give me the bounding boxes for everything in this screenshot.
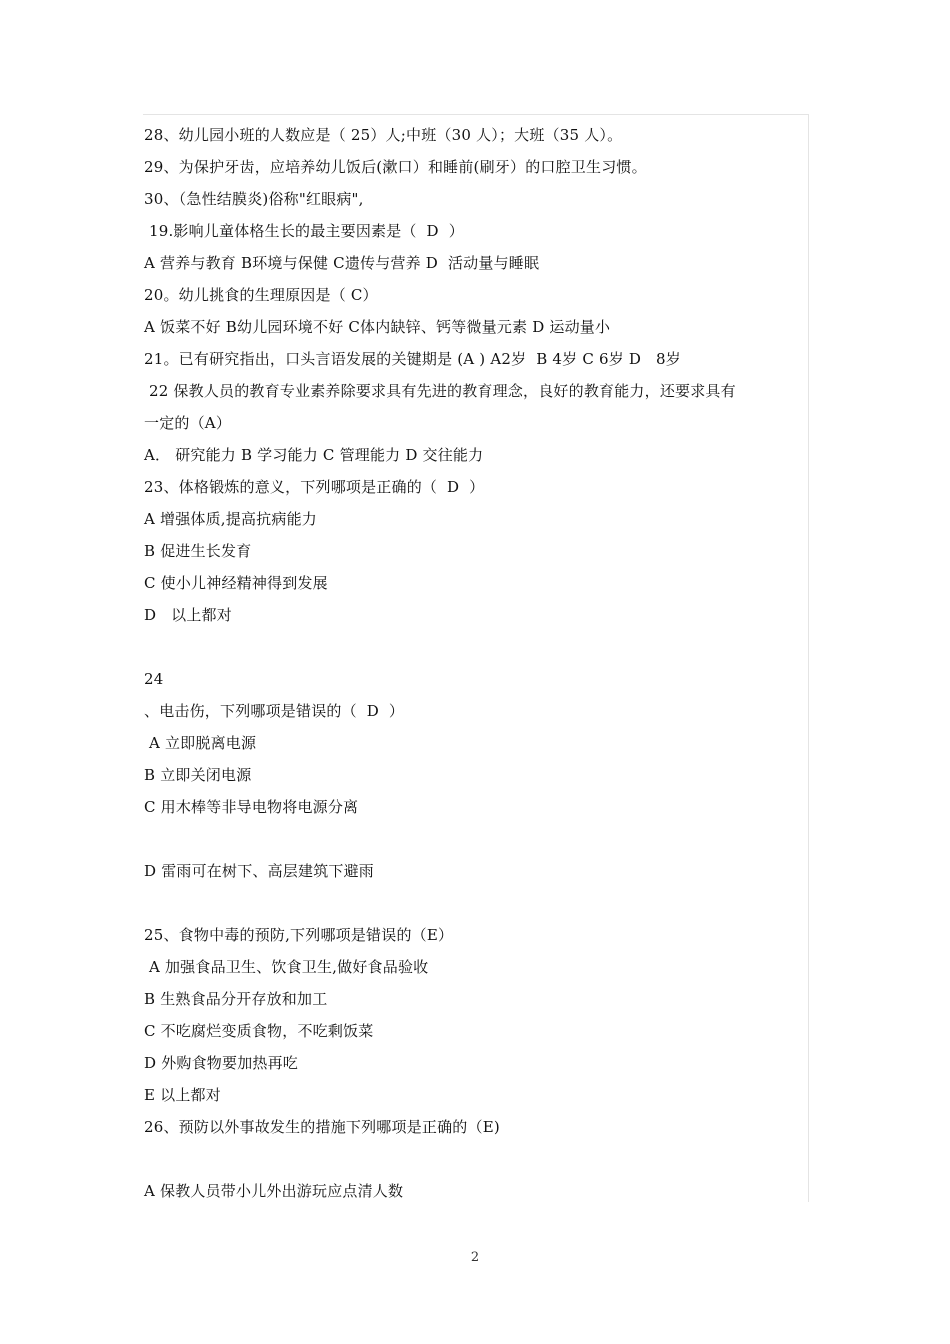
text-line: 24 [144, 670, 164, 688]
text-line: A 加强食品卫生、饮食卫生,做好食品验收 [144, 958, 429, 976]
page-frame-top-border [143, 114, 809, 115]
text-line: 22 保教人员的教育专业素养除要求具有先进的教育理念，良好的教育能力，还要求具有 [144, 382, 736, 400]
text-line: B 立即关闭电源 [144, 766, 252, 784]
text-line: 23、体格锻炼的意义，下列哪项是正确的（ D ） [144, 478, 485, 496]
text-line: D 以上都对 [144, 606, 232, 624]
text-line: D 雷雨可在树下、高层建筑下避雨 [144, 862, 374, 880]
text-line: B 促进生长发育 [144, 542, 252, 560]
page-frame-right-border [808, 114, 809, 1202]
page-number: 2 [470, 1250, 480, 1265]
text-line: A 保教人员带小儿外出游玩应点清人数 [144, 1182, 404, 1200]
text-line: 20。幼儿挑食的生理原因是（ C） [144, 286, 378, 304]
text-line: A 营养与教育 B环境与保健 C遗传与营养 D 活动量与睡眠 [144, 254, 540, 272]
text-line: A 饭菜不好 B幼儿园环境不好 C体内缺锌、钙等微量元素 D 运动量小 [144, 318, 611, 336]
text-line: E 以上都对 [144, 1086, 221, 1104]
text-line: 26、预防以外事故发生的措施下列哪项是正确的（E) [144, 1118, 500, 1136]
text-line: D 外购食物要加热再吃 [144, 1054, 298, 1072]
text-line: 21。已有研究指出，口头言语发展的关键期是 (A ) A2岁 B 4岁 C 6岁 D 8岁 [144, 350, 681, 368]
text-line: A． 研究能力 B 学习能力 C 管理能力 D 交往能力 [144, 446, 484, 464]
text-line: C 不吃腐烂变质食物，不吃剩饭菜 [144, 1022, 374, 1040]
text-line: C 使小儿神经精神得到发展 [144, 574, 328, 592]
text-line: 25、食物中毒的预防,下列哪项是错误的（E） [144, 926, 454, 944]
text-line: A 立即脱离电源 [144, 734, 257, 752]
text-line: 28、幼儿园小班的人数应是（ 25）人;中班（30 人）；大班（35 人）。 [144, 126, 623, 144]
text-line: 一定的（A） [144, 414, 232, 432]
text-line: 、电击伤，下列哪项是错误的（ D ） [144, 702, 405, 720]
text-line: B 生熟食品分开存放和加工 [144, 990, 328, 1008]
text-line: 30、（急性结膜炎)俗称"红眼病", [144, 190, 364, 208]
text-line: 29、为保护牙齿，应培养幼儿饭后(漱口）和睡前(刷牙）的口腔卫生习惯。 [144, 158, 647, 176]
text-line: 19.影响儿童体格生长的最主要因素是（ D ） [144, 222, 464, 240]
text-line: C 用木棒等非导电物将电源分离 [144, 798, 359, 816]
text-line: A 增强体质,提高抗病能力 [144, 510, 317, 528]
